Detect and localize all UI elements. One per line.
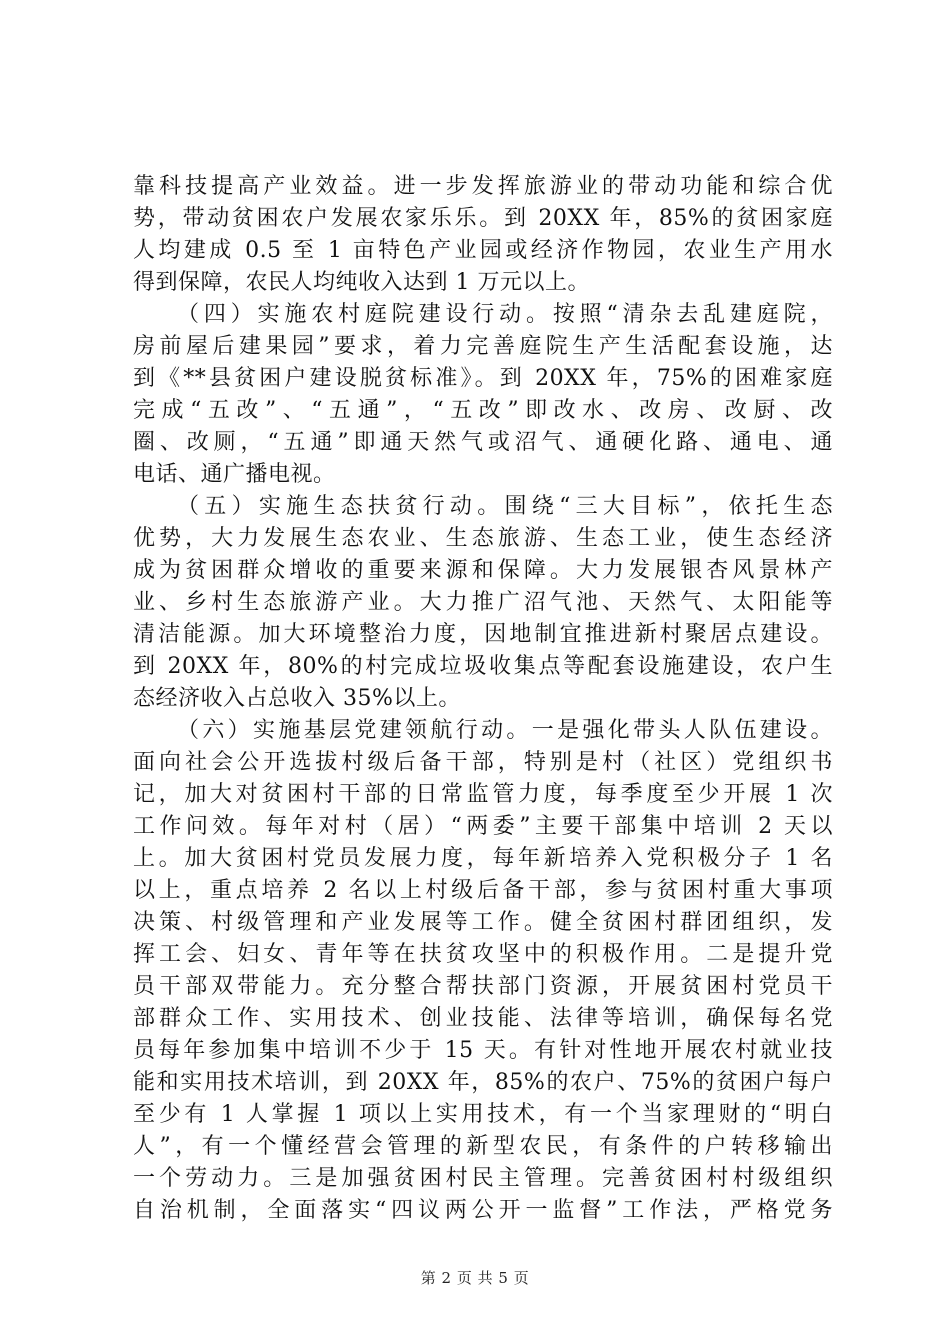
page-number-footer: 第 2 页 共 5 页: [420, 1269, 530, 1287]
body-line: 工作问效。每年对村（居）“两委”主要干部集中培训 2 天以: [133, 814, 833, 839]
body-line: 圈、改厕，“五通”即通天然气或沼气、通硬化路、通电、通: [133, 430, 833, 455]
body-line: 记，加大对贫困村干部的日常监管力度，每季度至少开展 1 次: [133, 782, 833, 807]
body-line: 自治机制，全面落实“四议两公开一监督”工作法，严格党务: [133, 1198, 833, 1223]
body-line: 上。加大贫困村党员发展力度，每年新培养入党积极分子 1 名: [133, 846, 833, 871]
body-line: 完成“五改”、“五通”，“五改”即改水、改房、改厨、改: [133, 398, 833, 423]
body-line: 挥工会、妇女、青年等在扶贫攻坚中的积极作用。二是提升党: [133, 942, 833, 967]
body-line: 到 20XX 年，80%的村完成垃圾收集点等配套设施建设，农户生: [133, 654, 833, 679]
body-line: 业、乡村生态旅游产业。大力推广沼气池、天然气、太阳能等: [133, 590, 833, 615]
body-line: 能和实用技术培训，到 20XX 年，85%的农户、75%的贫困户每户: [133, 1070, 833, 1095]
body-line: 部群众工作、实用技术、创业技能、法律等培训，确保每名党: [133, 1006, 833, 1031]
section-four-heading-line: （四）实施农村庭院建设行动。按照“清杂去乱建庭院，: [177, 302, 833, 327]
body-line: 清洁能源。加大环境整治力度，因地制宜推进新村聚居点建设。: [133, 622, 833, 647]
body-line: 态经济收入占总收入 35%以上。: [133, 686, 461, 711]
body-line: 得到保障，农民人均纯收入达到 1 万元以上。: [133, 270, 590, 295]
body-line: 决策、村级管理和产业发展等工作。健全贫困村群团组织，发: [133, 910, 833, 935]
body-line: 员干部双带能力。充分整合帮扶部门资源，开展贫困村党员干: [133, 974, 833, 999]
body-line: 一个劳动力。三是加强贫困村民主管理。完善贫困村村级组织: [133, 1166, 833, 1191]
body-line: 电话、通广播电视。: [133, 462, 336, 487]
section-five-heading-line: （五）实施生态扶贫行动。围绕“三大目标”，依托生态: [177, 494, 833, 519]
body-line: 至少有 1 人掌握 1 项以上实用技术，有一个当家理财的“明白: [133, 1102, 833, 1127]
document-body: [133, 171, 833, 1227]
body-line: 到《**县贫困户建设脱贫标准》。到 20XX 年，75%的困难家庭: [133, 366, 833, 391]
body-line: 以上，重点培养 2 名以上村级后备干部，参与贫困村重大事项: [133, 878, 833, 903]
body-line: 员每年参加集中培训不少于 15 天。有针对性地开展农村就业技: [133, 1038, 833, 1063]
section-six-heading-line: （六）实施基层党建领航行动。一是强化带头人队伍建设。: [177, 718, 833, 743]
body-line: 人均建成 0.5 至 1 亩特色产业园或经济作物园，农业生产用水: [133, 238, 833, 263]
body-line: 靠科技提高产业效益。进一步发挥旅游业的带动功能和综合优: [133, 174, 833, 199]
body-line: 成为贫困群众增收的重要来源和保障。大力发展银杏风景林产: [133, 558, 833, 583]
body-line: 房前屋后建果园”要求，着力完善庭院生产生活配套设施，达: [133, 334, 833, 359]
body-line: 面向社会公开选拔村级后备干部，特别是村（社区）党组织书: [133, 750, 833, 775]
body-line: 人”，有一个懂经营会管理的新型农民，有条件的户转移输出: [133, 1134, 833, 1159]
body-line: 优势，大力发展生态农业、生态旅游、生态工业，使生态经济: [133, 526, 833, 551]
body-line: 势，带动贫困农户发展农家乐乐。到 20XX 年，85%的贫困家庭: [133, 206, 833, 231]
